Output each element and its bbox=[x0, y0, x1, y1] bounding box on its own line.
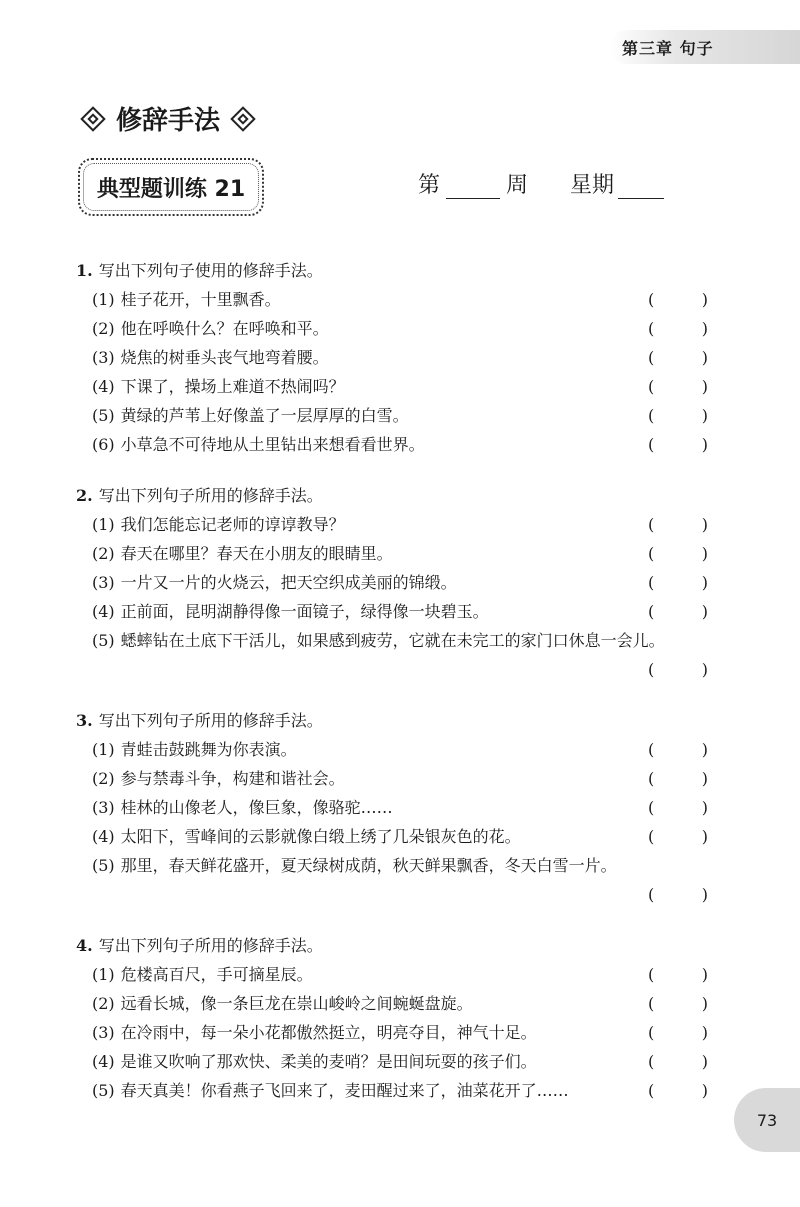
item-text: 下课了，操场上难道不热闹吗？ bbox=[120, 377, 345, 396]
question-4 bbox=[76, 931, 716, 1105]
answer-blank[interactable]: ( ) bbox=[648, 885, 708, 904]
answer-blank[interactable]: ( ) bbox=[648, 1052, 708, 1071]
question-3 bbox=[76, 706, 716, 909]
answer-blank[interactable]: ( ) bbox=[648, 740, 708, 759]
item-text: 春天真美！你看燕子飞回来了，麦田醒过来了，油菜花开了…… bbox=[120, 1081, 569, 1100]
item-text: 我们怎能忘记老师的谆谆教导？ bbox=[120, 515, 345, 534]
answer-blank[interactable]: ( ) bbox=[648, 573, 708, 592]
weekday-label: 星期 bbox=[570, 173, 615, 198]
question-item: (2) 远看长城，像一条巨龙在崇山峻岭之间蜿蜒盘旋。 ( ) bbox=[76, 989, 716, 1018]
answer-blank[interactable]: ( ) bbox=[648, 1023, 708, 1042]
question-item: (3) 桂林的山像老人，像巨象，像骆驼…… ( ) bbox=[76, 793, 716, 822]
question-2 bbox=[76, 481, 716, 684]
page-number: 73 bbox=[734, 1088, 800, 1152]
question-item: (3) 在冷雨中，每一朵小花都傲然挺立，明亮夺目，神气十足。 ( ) bbox=[76, 1018, 716, 1047]
item-text: 那里，春天鲜花盛开，夏天绿树成荫，秋天鲜果飘香，冬天白雪一片。 bbox=[120, 856, 617, 875]
diamond-icon bbox=[230, 106, 255, 131]
answer-blank[interactable]: ( ) bbox=[648, 544, 708, 563]
answer-blank[interactable]: ( ) bbox=[648, 435, 708, 454]
question-item: (3) 一片又一片的火烧云，把天空织成美丽的锦缎。 ( ) bbox=[76, 568, 716, 597]
question-item: (4) 正前面，昆明湖静得像一面镜子，绿得像一块碧玉。 ( ) bbox=[76, 597, 716, 626]
question-item: (5) 那里，春天鲜花盛开，夏天绿树成荫，秋天鲜果飘香，冬天白雪一片。 ( ) bbox=[76, 851, 716, 909]
answer-blank[interactable]: ( ) bbox=[648, 515, 708, 534]
item-text: 正前面，昆明湖静得像一面镜子，绿得像一块碧玉。 bbox=[120, 602, 489, 621]
question-item: (1) 桂子花开，十里飘香。 ( ) bbox=[76, 285, 716, 314]
answer-blank[interactable]: ( ) bbox=[648, 348, 708, 367]
item-text: 蟋蟀钻在土底下干活儿，如果感到疲劳，它就在未完工的家门口休息一会儿。 bbox=[120, 631, 665, 650]
question-item: (2) 参与禁毒斗争，构建和谐社会。 ( ) bbox=[76, 764, 716, 793]
item-text: 烧焦的树垂头丧气地弯着腰。 bbox=[120, 348, 329, 367]
answer-blank[interactable]: ( ) bbox=[648, 798, 708, 817]
section-title bbox=[78, 100, 258, 137]
practice-badge: 典型题训练 21 bbox=[78, 158, 264, 216]
item-text: 小草急不可待地从土里钻出来想看看世界。 bbox=[120, 435, 425, 454]
answer-blank[interactable]: ( ) bbox=[648, 965, 708, 984]
exercise-list bbox=[76, 256, 716, 1127]
question-item: (5) 春天真美！你看燕子飞回来了，麦田醒过来了，油菜花开了…… ( ) bbox=[76, 1076, 716, 1105]
section-title-text: 修辞手法 bbox=[116, 106, 221, 136]
answer-blank[interactable]: ( ) bbox=[648, 827, 708, 846]
question-item: (4) 太阳下，雪峰间的云影就像白缎上绣了几朵银灰色的花。 ( ) bbox=[76, 822, 716, 851]
answer-blank[interactable]: ( ) bbox=[648, 769, 708, 788]
answer-blank[interactable]: ( ) bbox=[648, 319, 708, 338]
item-text: 太阳下，雪峰间的云影就像白缎上绣了几朵银灰色的花。 bbox=[120, 827, 521, 846]
answer-blank[interactable]: ( ) bbox=[648, 994, 708, 1013]
item-text: 黄绿的芦苇上好像盖了一层厚厚的白雪。 bbox=[120, 406, 409, 425]
answer-blank[interactable]: ( ) bbox=[648, 290, 708, 309]
answer-blank[interactable]: ( ) bbox=[648, 1081, 708, 1100]
question-item: (3) 烧焦的树垂头丧气地弯着腰。 ( ) bbox=[76, 343, 716, 372]
item-text: 桂子花开，十里飘香。 bbox=[120, 290, 281, 309]
answer-blank[interactable]: ( ) bbox=[648, 377, 708, 396]
question-item: (2) 春天在哪里？春天在小朋友的眼睛里。 ( ) bbox=[76, 539, 716, 568]
item-text: 春天在哪里？春天在小朋友的眼睛里。 bbox=[120, 544, 393, 563]
week-day-fill-in bbox=[418, 168, 664, 199]
question-prompt: 写出下列句子使用的修辞手法。 bbox=[98, 261, 323, 280]
question-item: (4) 下课了，操场上难道不热闹吗？ ( ) bbox=[76, 372, 716, 401]
diamond-icon bbox=[80, 106, 105, 131]
week-unit-label: 周 bbox=[506, 173, 529, 198]
question-prompt: 写出下列句子所用的修辞手法。 bbox=[98, 711, 323, 730]
chapter-header: 第三章 句子 bbox=[622, 39, 714, 58]
item-text: 青蛙击鼓跳舞为你表演。 bbox=[120, 740, 297, 759]
question-item: (4) 是谁又吹响了那欢快、柔美的麦哨？是田间玩耍的孩子们。 ( ) bbox=[76, 1047, 716, 1076]
week-blank[interactable] bbox=[446, 174, 500, 199]
question-item: (1) 青蛙击鼓跳舞为你表演。 ( ) bbox=[76, 735, 716, 764]
question-item: (6) 小草急不可待地从土里钻出来想看看世界。 ( ) bbox=[76, 430, 716, 459]
question-number: 4. bbox=[76, 936, 93, 955]
question-number: 3. bbox=[76, 711, 93, 730]
answer-blank[interactable]: ( ) bbox=[648, 602, 708, 621]
question-number: 1. bbox=[76, 261, 93, 280]
item-text: 一片又一片的火烧云，把天空织成美丽的锦缎。 bbox=[120, 573, 457, 592]
week-label: 第 bbox=[418, 173, 441, 198]
question-item: (1) 危楼高百尺，手可摘星辰。 ( ) bbox=[76, 960, 716, 989]
item-text: 参与禁毒斗争，构建和谐社会。 bbox=[120, 769, 345, 788]
question-item: (1) 我们怎能忘记老师的谆谆教导？ ( ) bbox=[76, 510, 716, 539]
item-text: 在冷雨中，每一朵小花都傲然挺立，明亮夺目，神气十足。 bbox=[120, 1023, 537, 1042]
answer-blank[interactable]: ( ) bbox=[648, 660, 708, 679]
question-prompt: 写出下列句子所用的修辞手法。 bbox=[98, 936, 323, 955]
item-text: 危楼高百尺，手可摘星辰。 bbox=[120, 965, 313, 984]
question-number: 2. bbox=[76, 486, 93, 505]
weekday-blank[interactable] bbox=[618, 174, 664, 199]
question-item: (2) 他在呼唤什么？在呼唤和平。 ( ) bbox=[76, 314, 716, 343]
question-item: (5) 黄绿的芦苇上好像盖了一层厚厚的白雪。 ( ) bbox=[76, 401, 716, 430]
question-item: (5) 蟋蟀钻在土底下干活儿，如果感到疲劳，它就在未完工的家门口休息一会儿。 ( ) bbox=[76, 626, 716, 684]
item-text: 他在呼唤什么？在呼唤和平。 bbox=[120, 319, 329, 338]
answer-blank[interactable]: ( ) bbox=[648, 406, 708, 425]
question-1 bbox=[76, 256, 716, 459]
item-text: 是谁又吹响了那欢快、柔美的麦哨？是田间玩耍的孩子们。 bbox=[120, 1052, 537, 1071]
question-prompt: 写出下列句子所用的修辞手法。 bbox=[98, 486, 323, 505]
item-text: 远看长城，像一条巨龙在崇山峻岭之间蜿蜒盘旋。 bbox=[120, 994, 473, 1013]
item-text: 桂林的山像老人，像巨象，像骆驼…… bbox=[120, 798, 393, 817]
